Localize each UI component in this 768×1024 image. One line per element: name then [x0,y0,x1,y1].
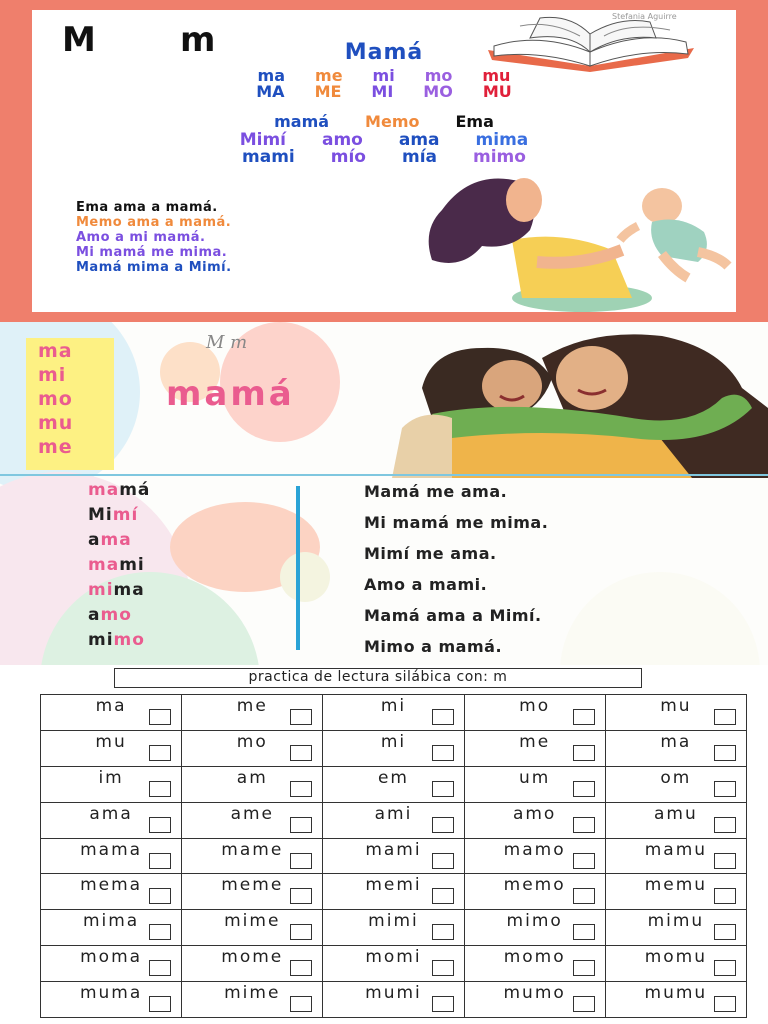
syllable-text: momu [644,947,708,968]
syllable-text: ame [230,803,274,824]
syllable: ma [257,66,286,85]
word: mamá [274,112,330,131]
syllable-text: mame [221,839,284,860]
syllable-text: mo [236,731,268,752]
practice-cell [464,982,605,1018]
syllable-text: ma [660,731,692,752]
answer-checkbox[interactable] [432,888,454,904]
syllable-text: mumo [503,983,566,1003]
sentence: Mimo a mamá. [364,637,503,656]
practice-cell [323,802,464,838]
practice-cell [323,695,464,731]
answer-checkbox[interactable] [290,853,312,869]
word-list-item [88,505,138,525]
word-part: ma [88,555,120,575]
word: ama [398,130,440,150]
syllable-text: mime [224,983,281,1003]
syllable: me [315,66,343,85]
syllable-text: memu [644,875,708,896]
word-part: ma [88,480,120,500]
answer-checkbox[interactable] [149,888,171,904]
horizontal-divider [0,474,768,476]
lesson-card-section [0,0,768,322]
practice-cell [41,766,182,802]
practice-cell [605,910,746,946]
answer-checkbox[interactable] [573,781,595,797]
answer-checkbox[interactable] [290,924,312,940]
panel-title: mamá [166,374,295,414]
syllable: MO [423,82,453,101]
answer-checkbox[interactable] [149,924,171,940]
practice-cell [605,838,746,874]
word: mía [402,147,438,167]
lesson-card [32,10,736,312]
big-letter-upper: M [62,20,97,60]
bg-circle [280,552,330,602]
answer-checkbox[interactable] [432,817,454,833]
word-list-item [88,580,145,600]
answer-checkbox[interactable] [432,709,454,725]
practice-cell [464,838,605,874]
practice-cell [182,946,323,982]
practice-cell [41,838,182,874]
word: Ema [455,112,494,131]
syllable-text: mimu [647,911,705,932]
vertical-divider [296,486,300,650]
syllable: MU [482,82,512,101]
syllable: mo [38,388,73,410]
syllable-text: memo [503,875,566,896]
word-list-item [88,530,132,550]
answer-checkbox[interactable] [573,745,595,761]
answer-checkbox[interactable] [432,960,454,976]
practice-row [41,802,747,838]
answer-checkbox[interactable] [290,817,312,833]
answer-checkbox[interactable] [432,853,454,869]
word: mami [242,147,295,167]
syllable-text: om [660,767,692,788]
answer-checkbox[interactable] [149,817,171,833]
practice-cell [464,874,605,910]
syllable: ME [314,82,342,101]
syllable-text: um [518,767,551,788]
answer-checkbox[interactable] [714,781,736,797]
syllable-text: mama [80,839,143,860]
syllable: mi [372,66,395,85]
word-row-3 [32,147,736,167]
syllable-row-upper [32,82,736,101]
practice-cell [605,730,746,766]
word-part: a [88,530,101,550]
syllable-text: mo [519,696,551,716]
sentence: Amo a mami. [364,575,488,594]
answer-checkbox[interactable] [290,996,312,1012]
practice-cell [323,874,464,910]
answer-checkbox[interactable] [573,709,595,725]
syllable-text: amu [653,803,698,824]
word-list-item [88,555,145,575]
syllable: mu [38,412,74,434]
syllable-text: im [98,767,124,788]
practice-cell [323,910,464,946]
answer-checkbox[interactable] [149,853,171,869]
practice-cell [464,766,605,802]
practice-cell [182,766,323,802]
word-part: mo [113,630,145,650]
syllable-text: meme [221,875,284,896]
practice-cell [182,874,323,910]
practice-cell [464,695,605,731]
sentence: Mamá mima a Mimí. [76,260,232,275]
big-letter-lower: m [180,20,217,60]
answer-checkbox[interactable] [290,745,312,761]
syllable-text: me [236,696,268,716]
answer-checkbox[interactable] [714,745,736,761]
word-part: a [88,605,101,625]
answer-checkbox[interactable] [573,924,595,940]
answer-checkbox[interactable] [573,960,595,976]
answer-checkbox[interactable] [149,996,171,1012]
answer-checkbox[interactable] [714,709,736,725]
syllable: mu [482,66,511,85]
syllable-text: amo [512,803,557,824]
answer-checkbox[interactable] [573,996,595,1012]
practice-row [41,982,747,1018]
sentence: Memo ama a mamá. [76,215,232,230]
syllable-text: am [236,767,268,788]
answer-checkbox[interactable] [714,888,736,904]
practice-cell [464,946,605,982]
syllable: mo [424,66,453,85]
word-part: mi [88,580,114,600]
practice-cell [41,982,182,1018]
answer-checkbox[interactable] [714,853,736,869]
answer-checkbox[interactable] [290,960,312,976]
sentence: Mi mamá me mima. [76,245,228,260]
syllable-text: moma [80,947,143,968]
answer-checkbox[interactable] [149,960,171,976]
syllable-text: mimi [368,911,419,932]
syllable: me [38,436,73,458]
practice-cell [41,946,182,982]
syllable-text: ma [95,696,127,716]
practice-row [41,946,747,982]
practice-cell [182,695,323,731]
practice-cell [182,910,323,946]
word-part: ma [113,580,145,600]
syllable-text: mu [95,731,127,752]
sentence: Mamá ama a Mimí. [364,606,542,625]
answer-checkbox[interactable] [714,817,736,833]
syllable-text: ama [89,803,133,824]
answer-checkbox[interactable] [290,781,312,797]
syllable-text: ami [374,803,413,824]
practice-row [41,874,747,910]
syllable-text: memi [365,875,422,896]
practice-cell [182,838,323,874]
card-title: Mamá [344,40,424,65]
word-list-item [88,480,150,500]
practice-row [41,695,747,731]
bg-circle [560,572,760,665]
word: mima [475,130,529,150]
answer-checkbox[interactable] [149,709,171,725]
sentence: Mamá me ama. [364,482,508,501]
practice-cell [182,982,323,1018]
practice-cell [323,946,464,982]
answer-checkbox[interactable] [714,996,736,1012]
syllable-text: mime [224,911,281,932]
practice-title: practica de lectura silábica con: m [114,668,642,688]
syllable-text: mome [221,947,284,968]
practice-cell [464,730,605,766]
answer-checkbox[interactable] [714,924,736,940]
practice-row [41,730,747,766]
syllable-text: mumi [365,983,422,1003]
word: mío [330,147,366,167]
syllable-text: mu [660,696,692,716]
practice-cell [323,838,464,874]
word-part: ma [100,530,132,550]
practice-cell [605,802,746,838]
syllable: ma [38,340,73,362]
practice-cell [182,730,323,766]
practice-cell [182,802,323,838]
answer-checkbox[interactable] [432,924,454,940]
author-credit: Stefania Aguirre [612,12,677,21]
syllable-text: mumu [644,983,708,1003]
answer-checkbox[interactable] [149,745,171,761]
answer-checkbox[interactable] [290,709,312,725]
word-list-item [88,630,145,650]
practice-row [41,766,747,802]
answer-checkbox[interactable] [573,853,595,869]
word: mimo [473,147,526,167]
practice-cell [41,730,182,766]
word: Memo [365,112,420,131]
word-list-item [88,605,132,625]
word: amo [322,130,363,150]
syllable: MA [256,82,285,101]
practice-row [41,910,747,946]
practice-row [41,838,747,874]
practice-cell [605,766,746,802]
practice-cell [605,874,746,910]
practice-section [0,665,768,1024]
syllable-text: em [377,767,409,788]
practice-cell [605,695,746,731]
practice-cell [323,730,464,766]
word: Mimí [239,130,286,150]
word-part: mo [100,605,132,625]
word-part: mi [119,555,145,575]
practice-cell [323,982,464,1018]
syllable-text: mami [365,839,422,860]
answer-checkbox[interactable] [432,996,454,1012]
mother-child-hug-illustration [392,328,768,478]
practice-cell [464,910,605,946]
syllable-text: mema [80,875,143,896]
syllable-text: mamo [503,839,566,860]
reading-panel [0,322,768,665]
syllable-text: mimo [506,911,563,932]
practice-grid [40,694,747,1018]
practice-cell [323,766,464,802]
answer-checkbox[interactable] [432,781,454,797]
syllable: mi [38,364,67,386]
sentence: Mimí me ama. [364,544,497,563]
practice-cell [605,946,746,982]
sentence: Ema ama a mamá. [76,200,218,215]
handwritten-mm: M m [206,332,248,353]
sentence: Amo a mi mamá. [76,230,206,245]
syllable-text: muma [79,983,143,1003]
syllable-text: momo [503,947,566,968]
practice-cell [41,695,182,731]
syllable-text: me [519,731,551,752]
word-part: mí [112,505,139,525]
syllable-text: mamu [644,839,708,860]
answer-checkbox[interactable] [432,745,454,761]
practice-cell [41,802,182,838]
answer-checkbox[interactable] [573,888,595,904]
mother-baby-illustration [412,170,732,312]
sentence: Mi mamá me mima. [364,513,549,532]
syllable-text: mi [380,696,407,716]
word-part: má [119,480,151,500]
practice-cell [41,910,182,946]
practice-cell [41,874,182,910]
answer-checkbox[interactable] [290,888,312,904]
word-row-1 [32,112,736,131]
syllable-text: momi [365,947,422,968]
syllable-text: mima [82,911,140,932]
answer-checkbox[interactable] [149,781,171,797]
practice-cell [605,982,746,1018]
word-part: Mi [88,505,113,525]
answer-checkbox[interactable] [573,817,595,833]
practice-cell [464,802,605,838]
syllable-text: mi [380,731,407,752]
answer-checkbox[interactable] [714,960,736,976]
word-part: mi [88,630,114,650]
syllable: MI [371,82,394,101]
